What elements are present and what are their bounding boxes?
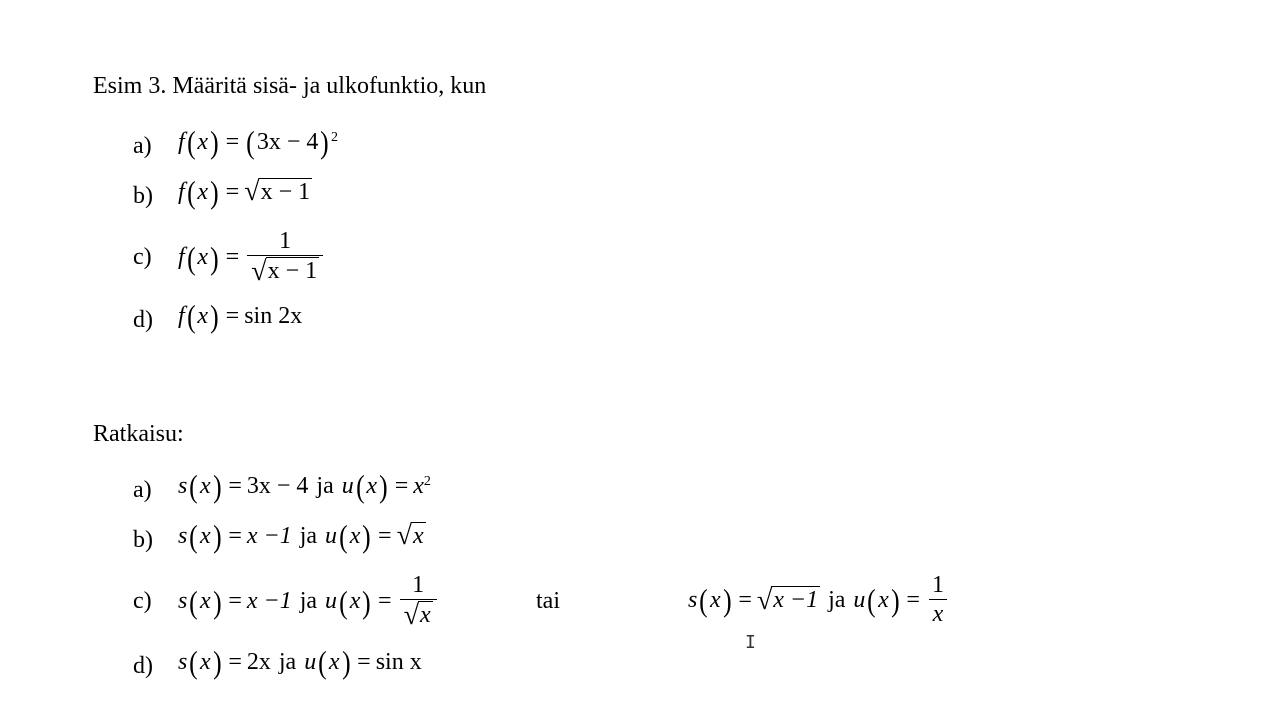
equation: f ( x ) = √ x − 1 [178,174,311,210]
item-label: c) [133,588,152,614]
item-label: b) [133,527,153,553]
equation: f ( x ) = 1 √ x − 1 [178,228,326,288]
item-label: d) [133,653,153,679]
solution-equation: s ( x ) = x −1 ja u ( x ) = √ x [178,518,424,554]
exercise-item-d [0,292,1280,352]
solution-title: Ratkaisu: [93,421,184,447]
item-label: a) [133,133,152,159]
or-word: tai [536,588,560,614]
solution-equation: s ( x ) = 3x − 4 ja u ( x ) = x $^2$ [178,468,431,504]
text-cursor-icon: I [745,632,756,653]
solution-equation: s ( x ) = 2x ja u ( x ) = sin x [178,644,422,680]
solution-item-c [0,570,1280,630]
equation: f ( x ) = sin 2x [178,298,303,334]
alternative-solution-equation: s ( x ) = √ x −1 ja u ( x ) = $\frac{1}{x}$ [688,572,951,629]
exponent: 2 [331,130,339,145]
item-label: a) [133,477,152,503]
item-label: d) [133,307,153,333]
sin-expression: sin 2x [244,302,303,329]
solution-item-d [0,638,1280,698]
solution-equation: s ( x ) = x −1 ja u ( x ) = 1 √ x [178,572,440,632]
fraction: 1 √ x − 1 [247,228,323,288]
item-label: c) [133,244,152,270]
inner-expression: 3x − 4 [256,128,319,155]
exercise-item-b [0,168,1280,228]
equation: f ( x ) = ( 3x − 4 ) $^2$ [178,124,339,160]
item-label: b) [133,183,153,209]
exercise-title: Esim 3. Määritä sisä- ja ulkofunktio, kun [93,73,487,99]
solution-item-b [0,512,1280,572]
exercise-item-c [0,226,1280,286]
square-root: √ x − 1 [244,176,311,208]
